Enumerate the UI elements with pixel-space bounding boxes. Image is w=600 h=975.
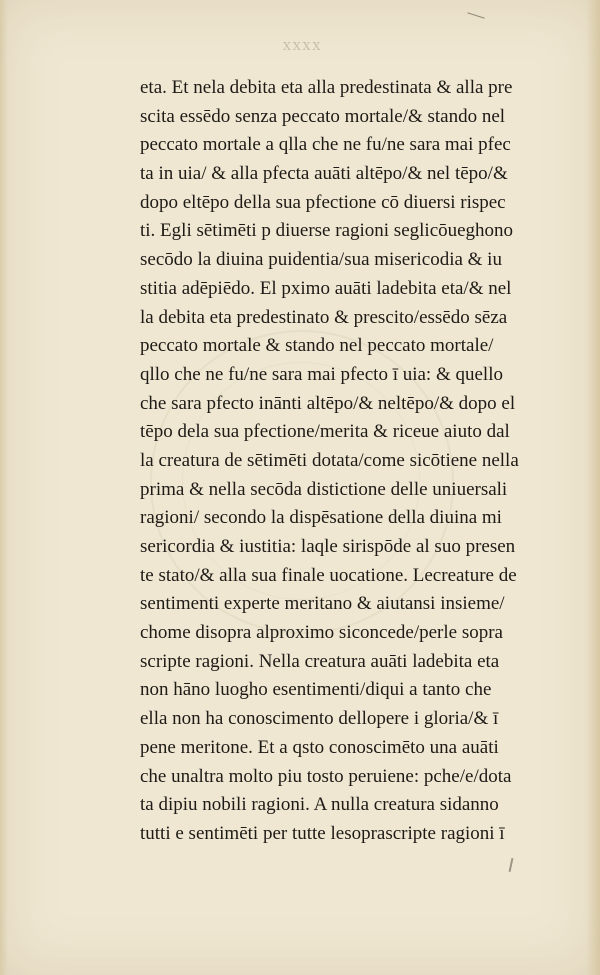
text-line: la debita eta predestinato & prescito/essēdo sēza (140, 306, 508, 328)
text-line: che sara pfecto inānti altēpo/& neltēpo/& dopo el (140, 392, 516, 414)
text-line: peccato mortale a qlla che ne fu/ne sara mai pfec (140, 134, 511, 156)
text-line: peccato mortale & stando nel peccato mortale/ (140, 335, 494, 357)
ink-mark-top (467, 12, 484, 19)
text-line: stitia adēpiēdo. El pximo auāti ladebita eta/& nel (140, 277, 512, 299)
text-line: ragioni/ secondo la dispēsatione della diuina mi (140, 507, 502, 529)
ink-mark-bottom (509, 858, 514, 872)
text-block (140, 74, 580, 849)
text-line: chome disopra alproximo siconcede/perle sopra (140, 622, 503, 644)
text-line: ta in uia/ & alla pfecta auāti altēpo/& nel tēpo/& (140, 163, 508, 185)
page-right-edge (586, 0, 600, 975)
text-line: che unaltra molto piu tosto peruiene: pche/e/dota (140, 765, 512, 787)
text-line: ta dipiu nobili ragioni. A nulla creatura sidanno (140, 794, 499, 816)
text-line: secōdo la diuina puidentia/sua misericodia & iu (140, 249, 502, 271)
text-line: pene meritone. Et a qsto conoscimēto una auāti (140, 736, 499, 758)
text-line: eta. Et nela debita eta alla predestinata & alla pre (140, 77, 513, 98)
text-line: scripte ragioni. Nella creatura auāti ladebita eta (140, 650, 500, 672)
text-line: ti. Egli sētimēti p diuerse ragioni seglicōueghono (140, 220, 514, 242)
text-line: non hāno luogho esentimenti/diqui a tanto che (140, 679, 492, 701)
text-line: te stato/& alla sua finale uocatione. Lecreature de (140, 564, 517, 586)
text-line: tutti e sentimēti per tutte lesoprascripte ragioni ī (140, 822, 505, 844)
page-left-edge (0, 0, 8, 975)
text-line: scita essēdo senza peccato mortale/& stando nel (140, 105, 506, 127)
text-line: ella non ha conoscimento dellopere i gloria/& ī (140, 708, 499, 730)
text-line: qllo che ne fu/ne sara mai pfecto ī uia: & quello (140, 363, 503, 385)
text-line: sentimenti experte meritano & aiutansi insieme/ (140, 593, 505, 615)
text-line: tēpo dela sua pfectione/merita & riceue aiuto dal (140, 421, 510, 443)
text-line: prima & nella secōda distictione delle uniuersali (140, 478, 508, 500)
text-line: dopo eltēpo della sua pfectione cō diuersi rispec (140, 191, 506, 213)
text-line: sericordia & iustitia: laqle sirispōde al suo presen (140, 536, 516, 557)
folio-number: XXXX (283, 40, 323, 53)
text-line: la creatura de sētimēti dotata/come sicōtiene nella (140, 449, 519, 471)
